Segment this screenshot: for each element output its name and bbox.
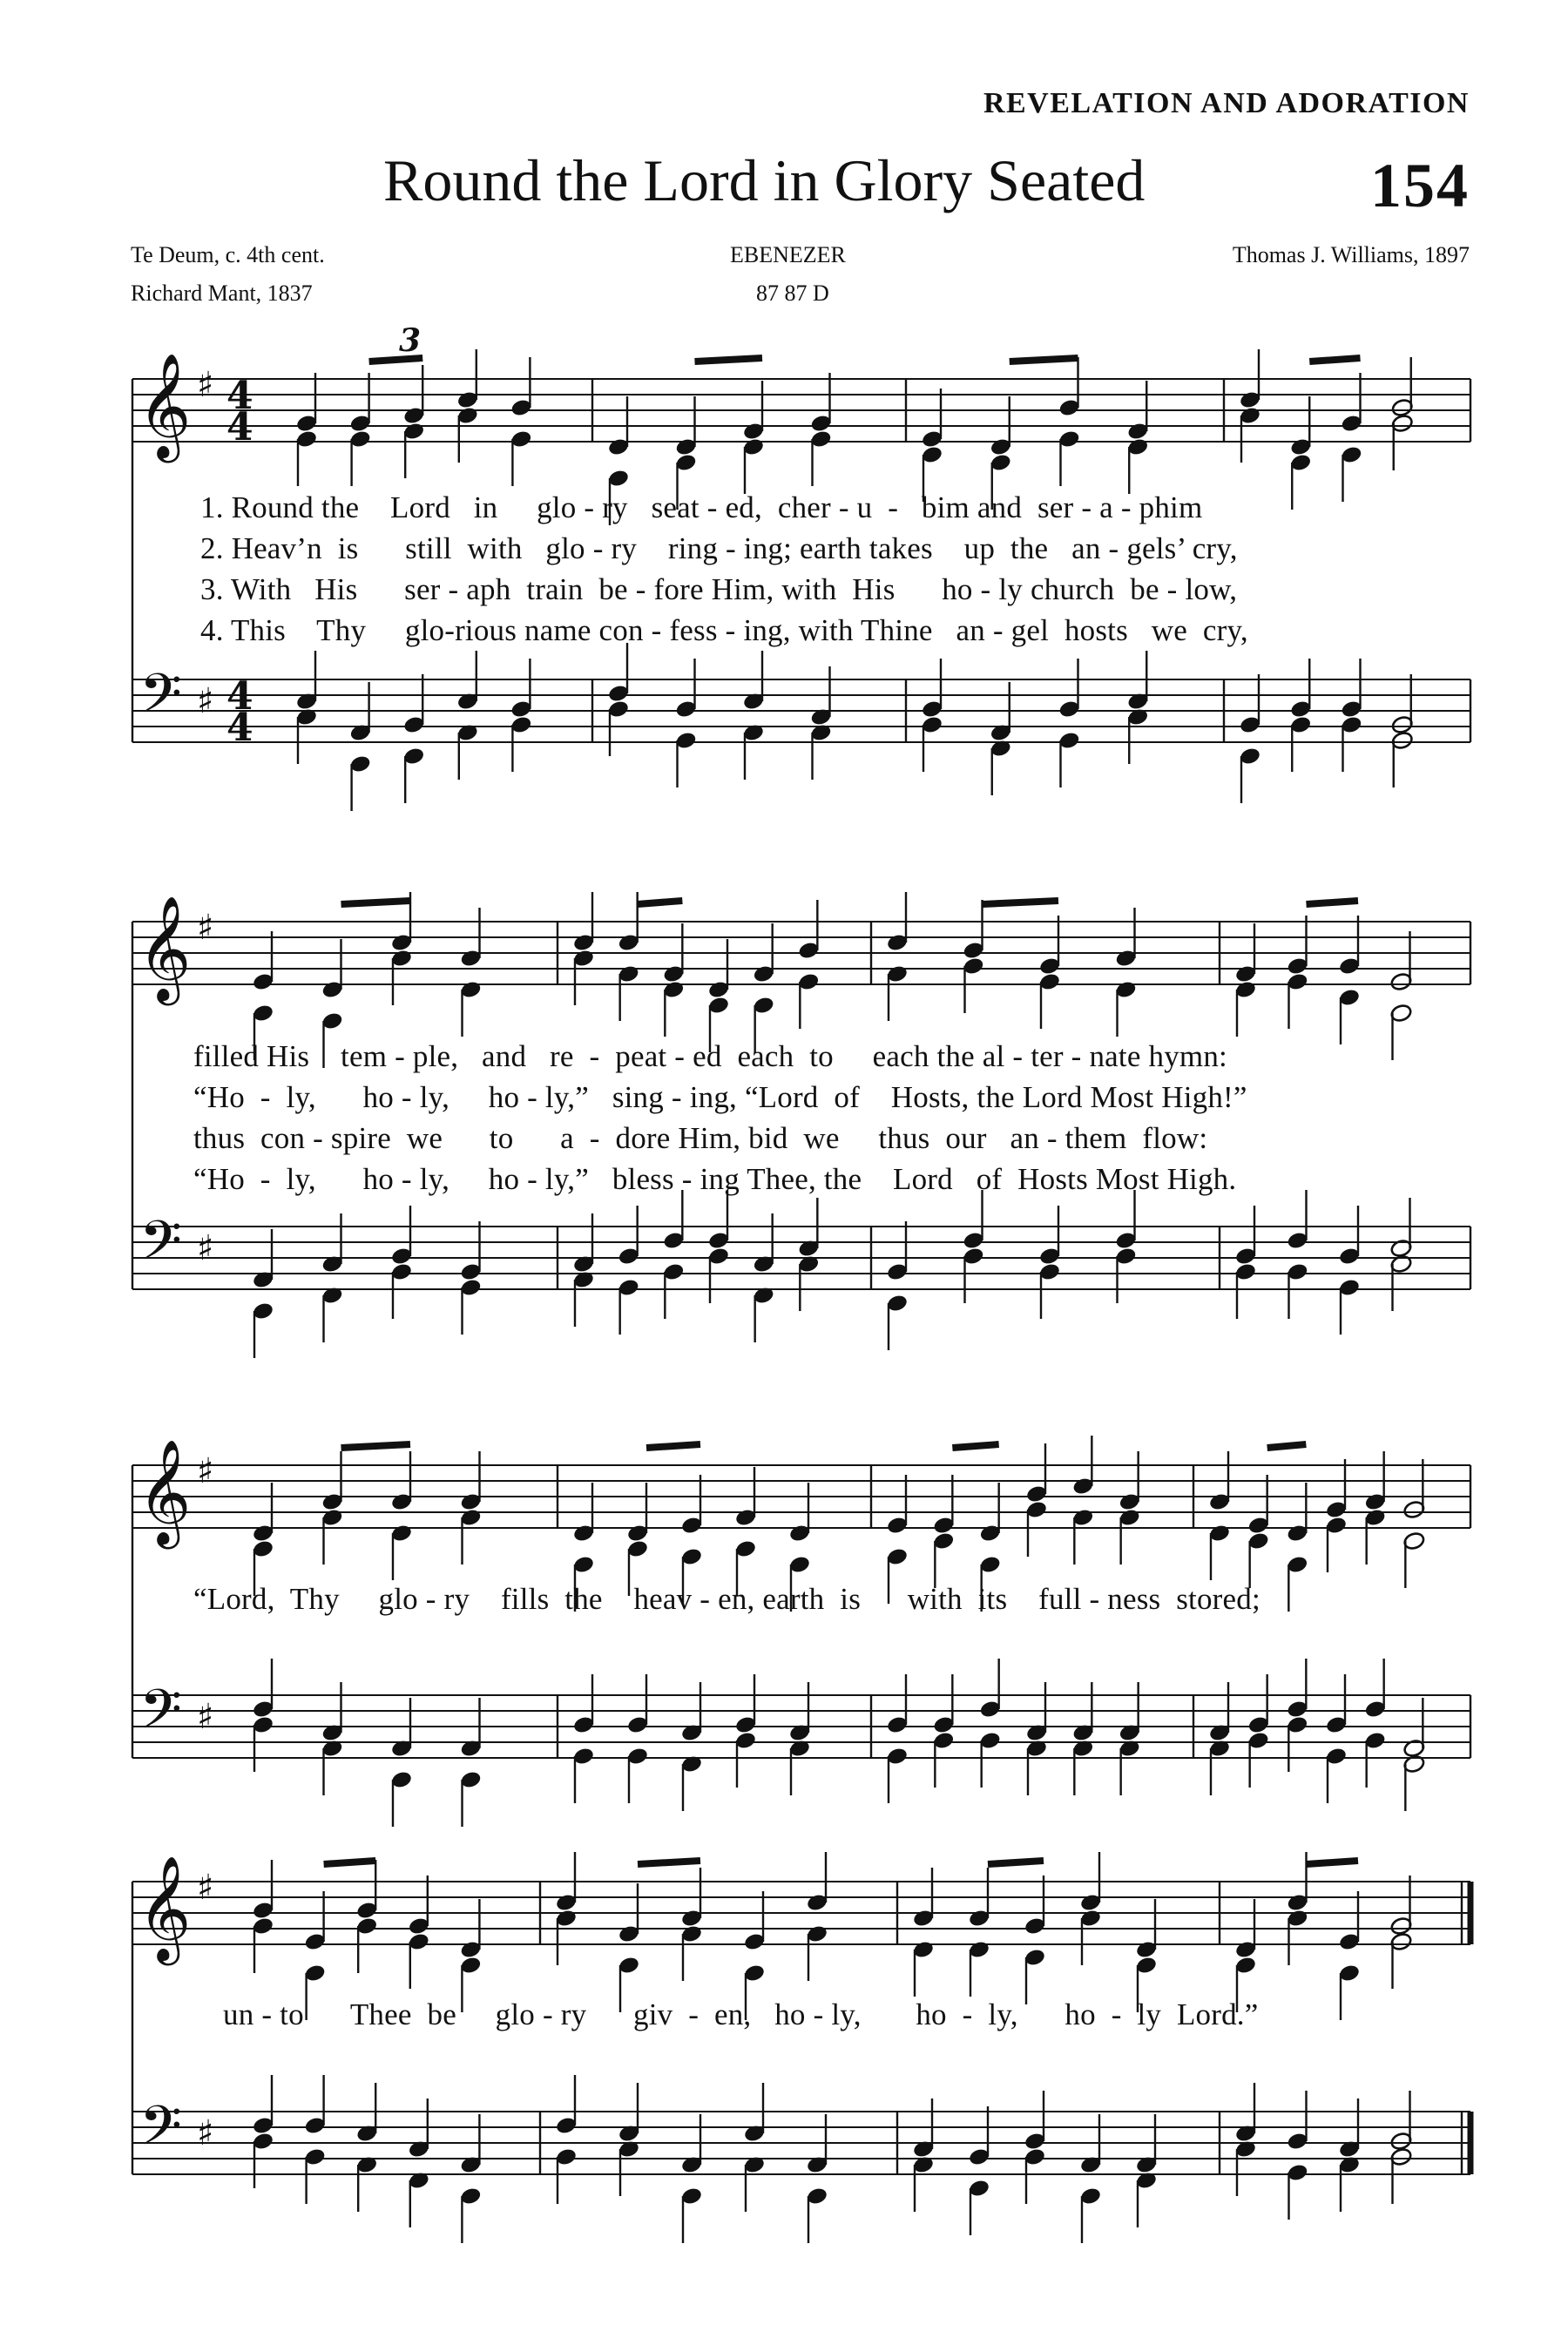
treble-clef-icon: 𝄞: [138, 1855, 192, 1961]
treble-clef-icon: 𝄞: [138, 895, 192, 1001]
lyric-line-2-1: filled His tem - ple, and re - peat - ed each to each the al - ter - nate hymn:: [193, 1039, 1227, 1073]
lyric-line-2-4: “Ho - ly, ho - ly, ho - ly,” bless - ing Thee, the Lord of Hosts Most High.: [193, 1162, 1237, 1196]
lyric-line-1-1: 1. Round the Lord in glo - ry seat - ed, cher - u - bim and ser - a - phim: [200, 490, 1203, 524]
sharp-icon: ♯: [197, 1868, 214, 1908]
treble-clef-icon: 𝄞: [138, 352, 192, 458]
bass-clef-icon: 𝄢: [139, 1208, 182, 1286]
beam: [1267, 1444, 1307, 1448]
bass-clef-icon: 𝄢: [139, 2093, 182, 2171]
hymn-title: Round the Lord in Glory Seated: [383, 147, 1146, 213]
beam: [1307, 901, 1359, 904]
treble-clef-icon: 𝄞: [138, 1438, 192, 1544]
beam: [341, 1444, 411, 1448]
time-signature-bottom: 4: [226, 405, 253, 449]
treble-staff: [132, 379, 1470, 442]
bass-clef-icon: 𝄢: [139, 661, 182, 739]
beam: [1309, 358, 1360, 362]
beam: [646, 1444, 700, 1448]
lyric-line-2-3: thus con - spire we to a - dore Him, bid we thus our an - them flow:: [193, 1121, 1208, 1155]
beam: [983, 901, 1059, 904]
beam: [1010, 358, 1078, 362]
lyric-line-4-1: un - to Thee be glo - ry giv - en, ho - ly, ho - ly, ho - ly Lord.”: [223, 1997, 1259, 2031]
system-3: [132, 1436, 1470, 1827]
bass-staff: [132, 679, 1470, 742]
system-4: [132, 1852, 1470, 2243]
sharp-icon: ♯: [197, 1697, 214, 1737]
hymn-number: 154: [1370, 151, 1470, 220]
lyric-line-2-2: “Ho - ly, ho - ly, ho - ly,” sing - ing, “Lord of Hosts, the Lord Most High!”: [193, 1080, 1247, 1114]
time-signature-top: 4: [226, 674, 253, 719]
composer: Thomas J. Williams, 1897: [1232, 242, 1470, 267]
beam: [638, 1861, 700, 1864]
beam: [324, 1861, 376, 1864]
sharp-icon: ♯: [197, 1451, 214, 1491]
beam: [952, 1444, 998, 1448]
lyric-line-1-3: 3. With His ser - aph train be - fore Him, with His ho - ly church be - low,: [200, 572, 1238, 606]
lyric-line-1-4: 4. This Thy glo-rious name con - fess - ing, with Thine an - gel hosts we cry,: [200, 613, 1248, 647]
beam: [1307, 1861, 1359, 1864]
section-heading: REVELATION AND ADORATION: [983, 87, 1470, 119]
treble-staff: [132, 1882, 1470, 1944]
lyric-line-3-1: “Lord, Thy glo - ry fills the heav - en, earth is with its full - ness stored;: [193, 1582, 1260, 1616]
beam: [988, 1861, 1044, 1864]
sharp-icon: ♯: [197, 365, 214, 405]
beam: [341, 901, 411, 904]
sharp-icon: ♯: [197, 1228, 214, 1268]
time-signature-bottom: 4: [226, 706, 253, 750]
beam: [695, 358, 763, 362]
bass-clef-icon: 𝄢: [139, 1677, 182, 1754]
text-author: Richard Mant, 1837: [131, 280, 313, 306]
beam: [638, 901, 683, 904]
bass-staff: [132, 2112, 1470, 2174]
meter: 87 87 D: [756, 280, 829, 306]
sharp-icon: ♯: [197, 2113, 214, 2153]
tune-name: EBENEZER: [730, 242, 846, 267]
lyric-line-1-2: 2. Heav’n is still with glo - ry ring - ing; earth takes up the an - gels’ cry,: [200, 531, 1238, 565]
sharp-icon: ♯: [197, 908, 214, 948]
sharp-icon: ♯: [197, 681, 214, 721]
time-signature-top: 4: [226, 374, 253, 418]
triplet-mark: 3: [399, 322, 422, 359]
text-source: Te Deum, c. 4th cent.: [131, 242, 325, 267]
